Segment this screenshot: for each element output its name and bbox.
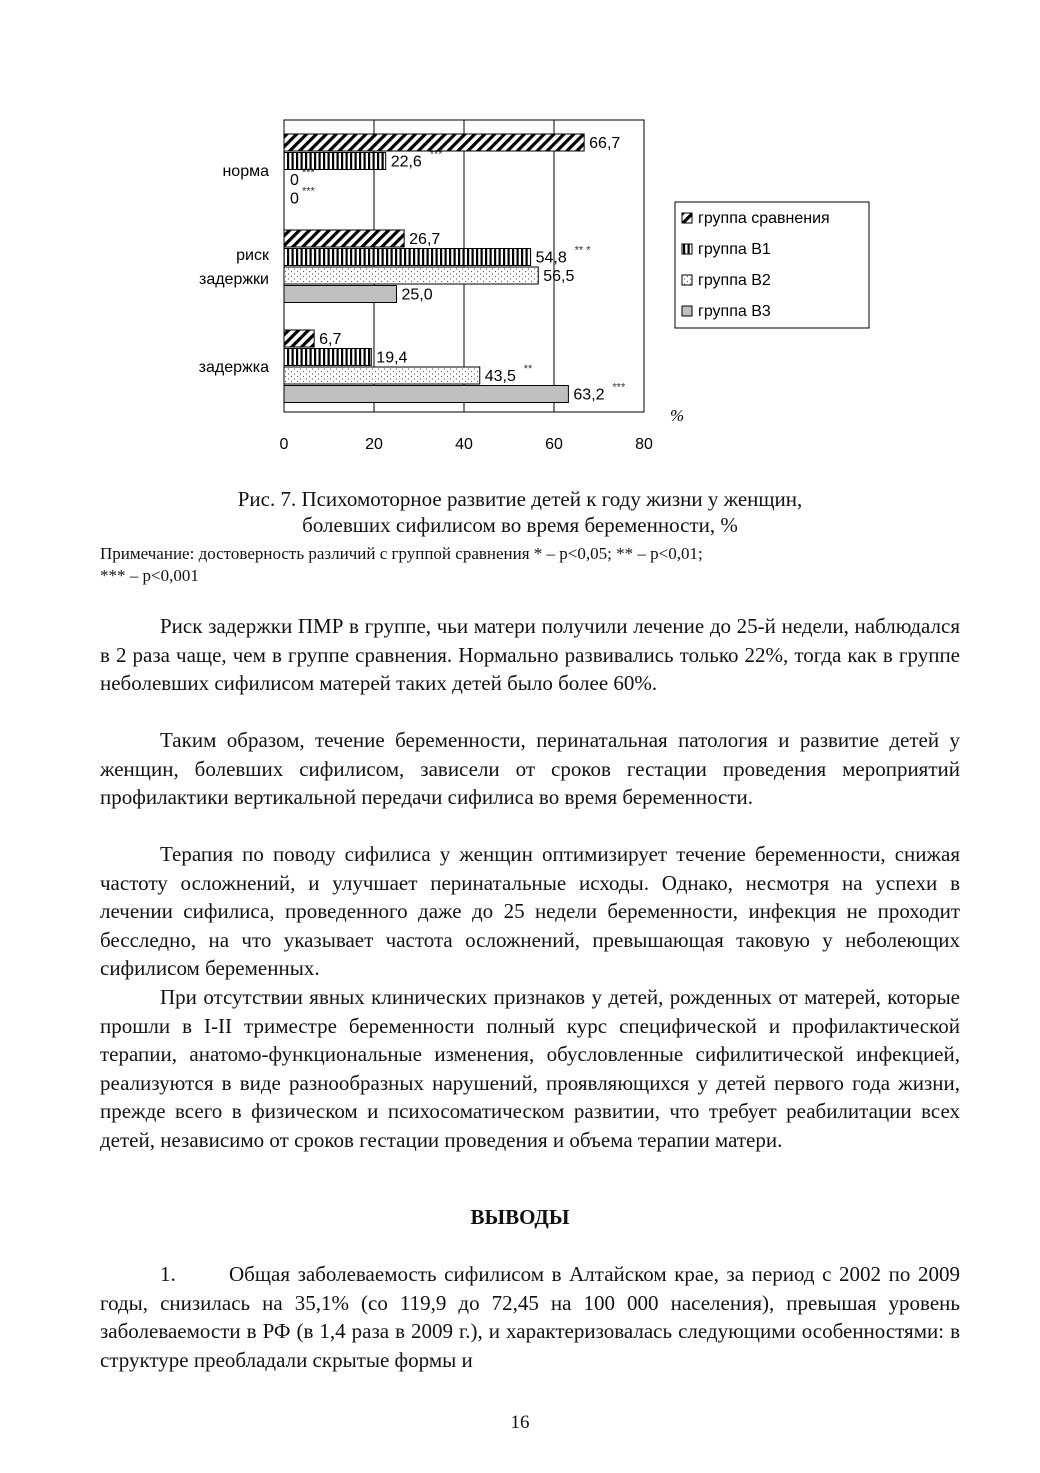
data-label: 6,7 [319,331,342,348]
category-label: норма [222,163,269,180]
body-paragraph-4: При отсутствии явных клинических признаков у детей, рожденных от матерей, которые прошли в I-II триместре беременности полный курс специфической и профилактической терапии, анатомо-функциональные изменения, обусловленные сифилитической инфекцией, реализуются в виде разнообразных нарушений, проявляющихся у детей первого года жизни, прежде всего в физическом и психосоматическом развитии, что требует реабилитации всех детей, независимо от сроков гестации проведения и объема терапии матери. [100,985,960,1152]
bar [284,286,397,303]
bar [284,249,531,266]
x-tick-label: 0 [279,436,289,453]
data-label: 19,4 [376,349,408,367]
data-label: 56,5 [543,268,575,285]
bar [284,330,314,347]
data-label: 66,7 [589,135,621,152]
figure-caption-line1: Рис. 7. Психомоторное развитие детей к году жизни у женщин, [237,487,803,511]
legend-swatch [682,275,692,285]
significance-mark: *** [429,148,443,161]
body-paragraph-2: Таким образом, течение беременности, перинатальная патология и развитие детей у женщин, болевших сифилисом, зависели от сроков гестации проведения мероприятий профилактики вертикальной передачи сифилиса во время беременности. [100,728,960,809]
data-label: 25,0 [401,286,433,304]
unit-label: % [670,406,685,425]
section-heading: ВЫВОДЫ [470,1205,570,1229]
legend-label: группа В2 [698,272,771,289]
bar [284,386,568,403]
bar [284,367,480,384]
significance-mark: ** [523,363,533,375]
page-number: 16 [510,1412,530,1433]
legend-label: группа В1 [698,241,771,258]
x-tick-label: 80 [635,436,653,453]
x-tick-label: 40 [455,436,473,453]
body-paragraph-3: Терапия по поводу сифилиса у женщин оптимизирует течение беременности, снижая частоту осложнений, и улучшает перинатальные исходы. Однако, несмотря на успехи в лечении сифилиса, проведенного даже до 25 недели беременности, инфекция не проходит бесследно, на что указывает частота осложнений, превышающая таковую у неболеющих сифилисом беременных. [100,842,960,980]
significance-mark: *** [612,381,626,394]
data-label: 43,5 [484,368,516,385]
significance-mark: ** * [574,244,591,257]
legend-swatch [682,213,692,223]
significance-mark: *** [302,167,315,179]
body-paragraph-1: Риск задержки ПМР в группе, чьи матери получили лечение до 25-й недели, наблюдался в 2 раза чаще, чем в группе сравнения. Нормально развивались только 22%, тогда как в группе неболевших сифилисом матерей таких детей было более 60%. [100,614,960,695]
legend-swatch [682,244,692,254]
category-label: задержка [198,359,269,376]
data-label: 54,8 [535,249,567,267]
bar [284,349,371,366]
significance-mark: *** [302,185,315,198]
x-tick-label: 60 [545,436,563,453]
conclusion-item-1: 1. Общая заболеваемость сифилисом в Алтайском крае, за период с 2002 по 2009 годы, снизилась на 35,1% (со 119,9 до 72,45 на 100 000 населения), превышая уровень заболеваемости в РФ (в 1,4 раза в 2009 г.), и характеризовалась следующими особенностями: в структуре преобладали скрытые формы и [100,1262,966,1372]
data-label: 0 [290,172,299,189]
figure-caption-line2: болевших сифилисом во время беременности, % [302,513,738,537]
category-label: задержки [198,271,269,288]
data-label: 26,7 [409,231,441,248]
bar [284,153,386,170]
category-label: риск [236,247,269,264]
data-label: 63,2 [573,386,605,404]
figure-note-line1: Примечание: достоверность различий с группой сравнения * – р<0,05; ** – р<0,01; [100,544,703,563]
x-tick-label: 20 [365,436,383,453]
psychomotor-development-chart [170,110,890,470]
legend-label: группа сравнения [698,210,830,227]
data-label: 0 [290,190,299,208]
bar [284,267,538,284]
legend-label: группа В3 [698,303,771,320]
data-label: 22,6 [390,153,422,171]
bar [284,230,404,247]
figure-note-line2: *** – р<0,001 [100,566,199,585]
legend-swatch [682,306,692,316]
